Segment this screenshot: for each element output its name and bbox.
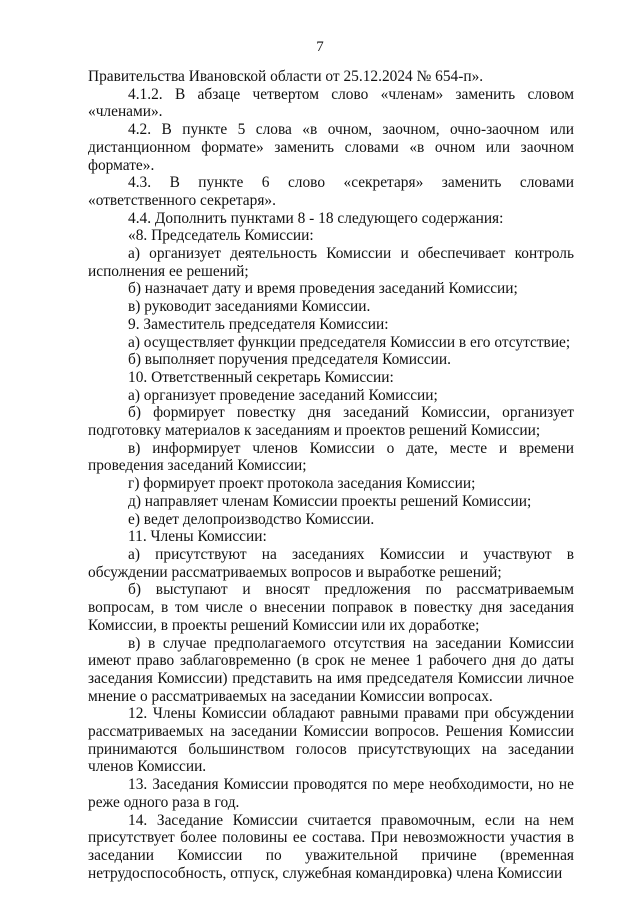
paragraph: 4.4. Дополнить пунктами 8 - 18 следующего содержания: xyxy=(128,209,504,227)
paragraph: г) формирует проект протокола заседания Комиссии; xyxy=(128,475,476,493)
paragraph: а) организует проведение заседаний Комиссии; xyxy=(128,386,438,404)
paragraph: в) руководит заседаниями Комиссии. xyxy=(128,298,371,316)
paragraph: б) формирует повестку дня заседаний Комиссии, организует подготовку материалов к заседаниям и проектов решений Комиссии; xyxy=(88,404,574,440)
paragraph: а) присутствуют на заседаниях Комиссии и участвуют в обсуждении рассматриваемых вопросов и выработке решений; xyxy=(88,545,574,581)
paragraph: а) осуществляет функции председателя Комиссии в его отсутствие; xyxy=(128,333,571,351)
paragraph: 10. Ответственный секретарь Комиссии: xyxy=(128,368,394,386)
document-body xyxy=(88,68,574,882)
paragraph: 12. Члены Комиссии обладают равными правами при обсуждении рассматриваемых на заседании Комиссии вопросов. Решения Комиссии принимаются большинством голосов присутствующих на заседании членов Комиссии. xyxy=(88,705,574,776)
paragraph: б) выступают и вносят предложения по рассматриваемым вопросам, в том числе о внесении поправок в повестку дня заседания Комиссии, в проекты решений Комиссии или их доработке; xyxy=(88,581,574,634)
paragraph: «8. Председатель Комиссии: xyxy=(128,227,314,245)
paragraph: е) ведет делопроизводство Комиссии. xyxy=(128,510,375,528)
paragraph: Правительства Ивановской области от 25.12.2024 № 654-п». xyxy=(88,68,484,85)
paragraph: 4.3. В пункте 6 слово «секретаря» заменить словами «ответственного секретаря». xyxy=(88,174,574,209)
paragraph: д) направляет членам Комиссии проекты решений Комиссии; xyxy=(128,492,532,510)
paragraph: а) организует деятельность Комиссии и обеспечивает контроль исполнения ее решений; xyxy=(88,245,574,280)
paragraph: 4.1.2. В абзаце четвертом слово «членам» заменить словом «членами». xyxy=(88,85,574,121)
paragraph: 13. Заседания Комиссии проводятся по мере необходимости, но не реже одного раза в год. xyxy=(88,776,574,811)
page-number: 7 xyxy=(316,39,324,55)
paragraph: б) назначает дату и время проведения заседаний Комиссии; xyxy=(128,280,518,298)
paragraph: в) информирует членов Комиссии о дате, месте и времени проведения заседаний Комиссии; xyxy=(88,439,574,475)
paragraph: 9. Заместитель председателя Комиссии: xyxy=(128,315,389,333)
paragraph: 4.2. В пункте 5 слова «в очном, заочном, очно-заочном или дистанционном формате» заменить словами «в очном или заочном формате». xyxy=(88,121,574,174)
paragraph: 14. Заседание Комиссии считается правомочным, если на нем присутствует более половины ее состава. При невозможности участия в заседании Комиссии по уважительной причине (временная нетрудоспособность, отпуск, служебная командировка) члена Комиссии xyxy=(88,811,574,882)
paragraph: 11. Члены Комиссии: xyxy=(128,528,267,546)
paragraph: в) в случае предполагаемого отсутствия на заседании Комиссии имеют право заблаговременно (в срок не менее 1 рабочего дня до даты заседания Комиссии) представить на имя председателя Комиссии личное мнение о рассматриваемых на заседании Комиссии вопросах. xyxy=(88,634,574,705)
paragraph: б) выполняет поручения председателя Комиссии. xyxy=(128,351,451,369)
